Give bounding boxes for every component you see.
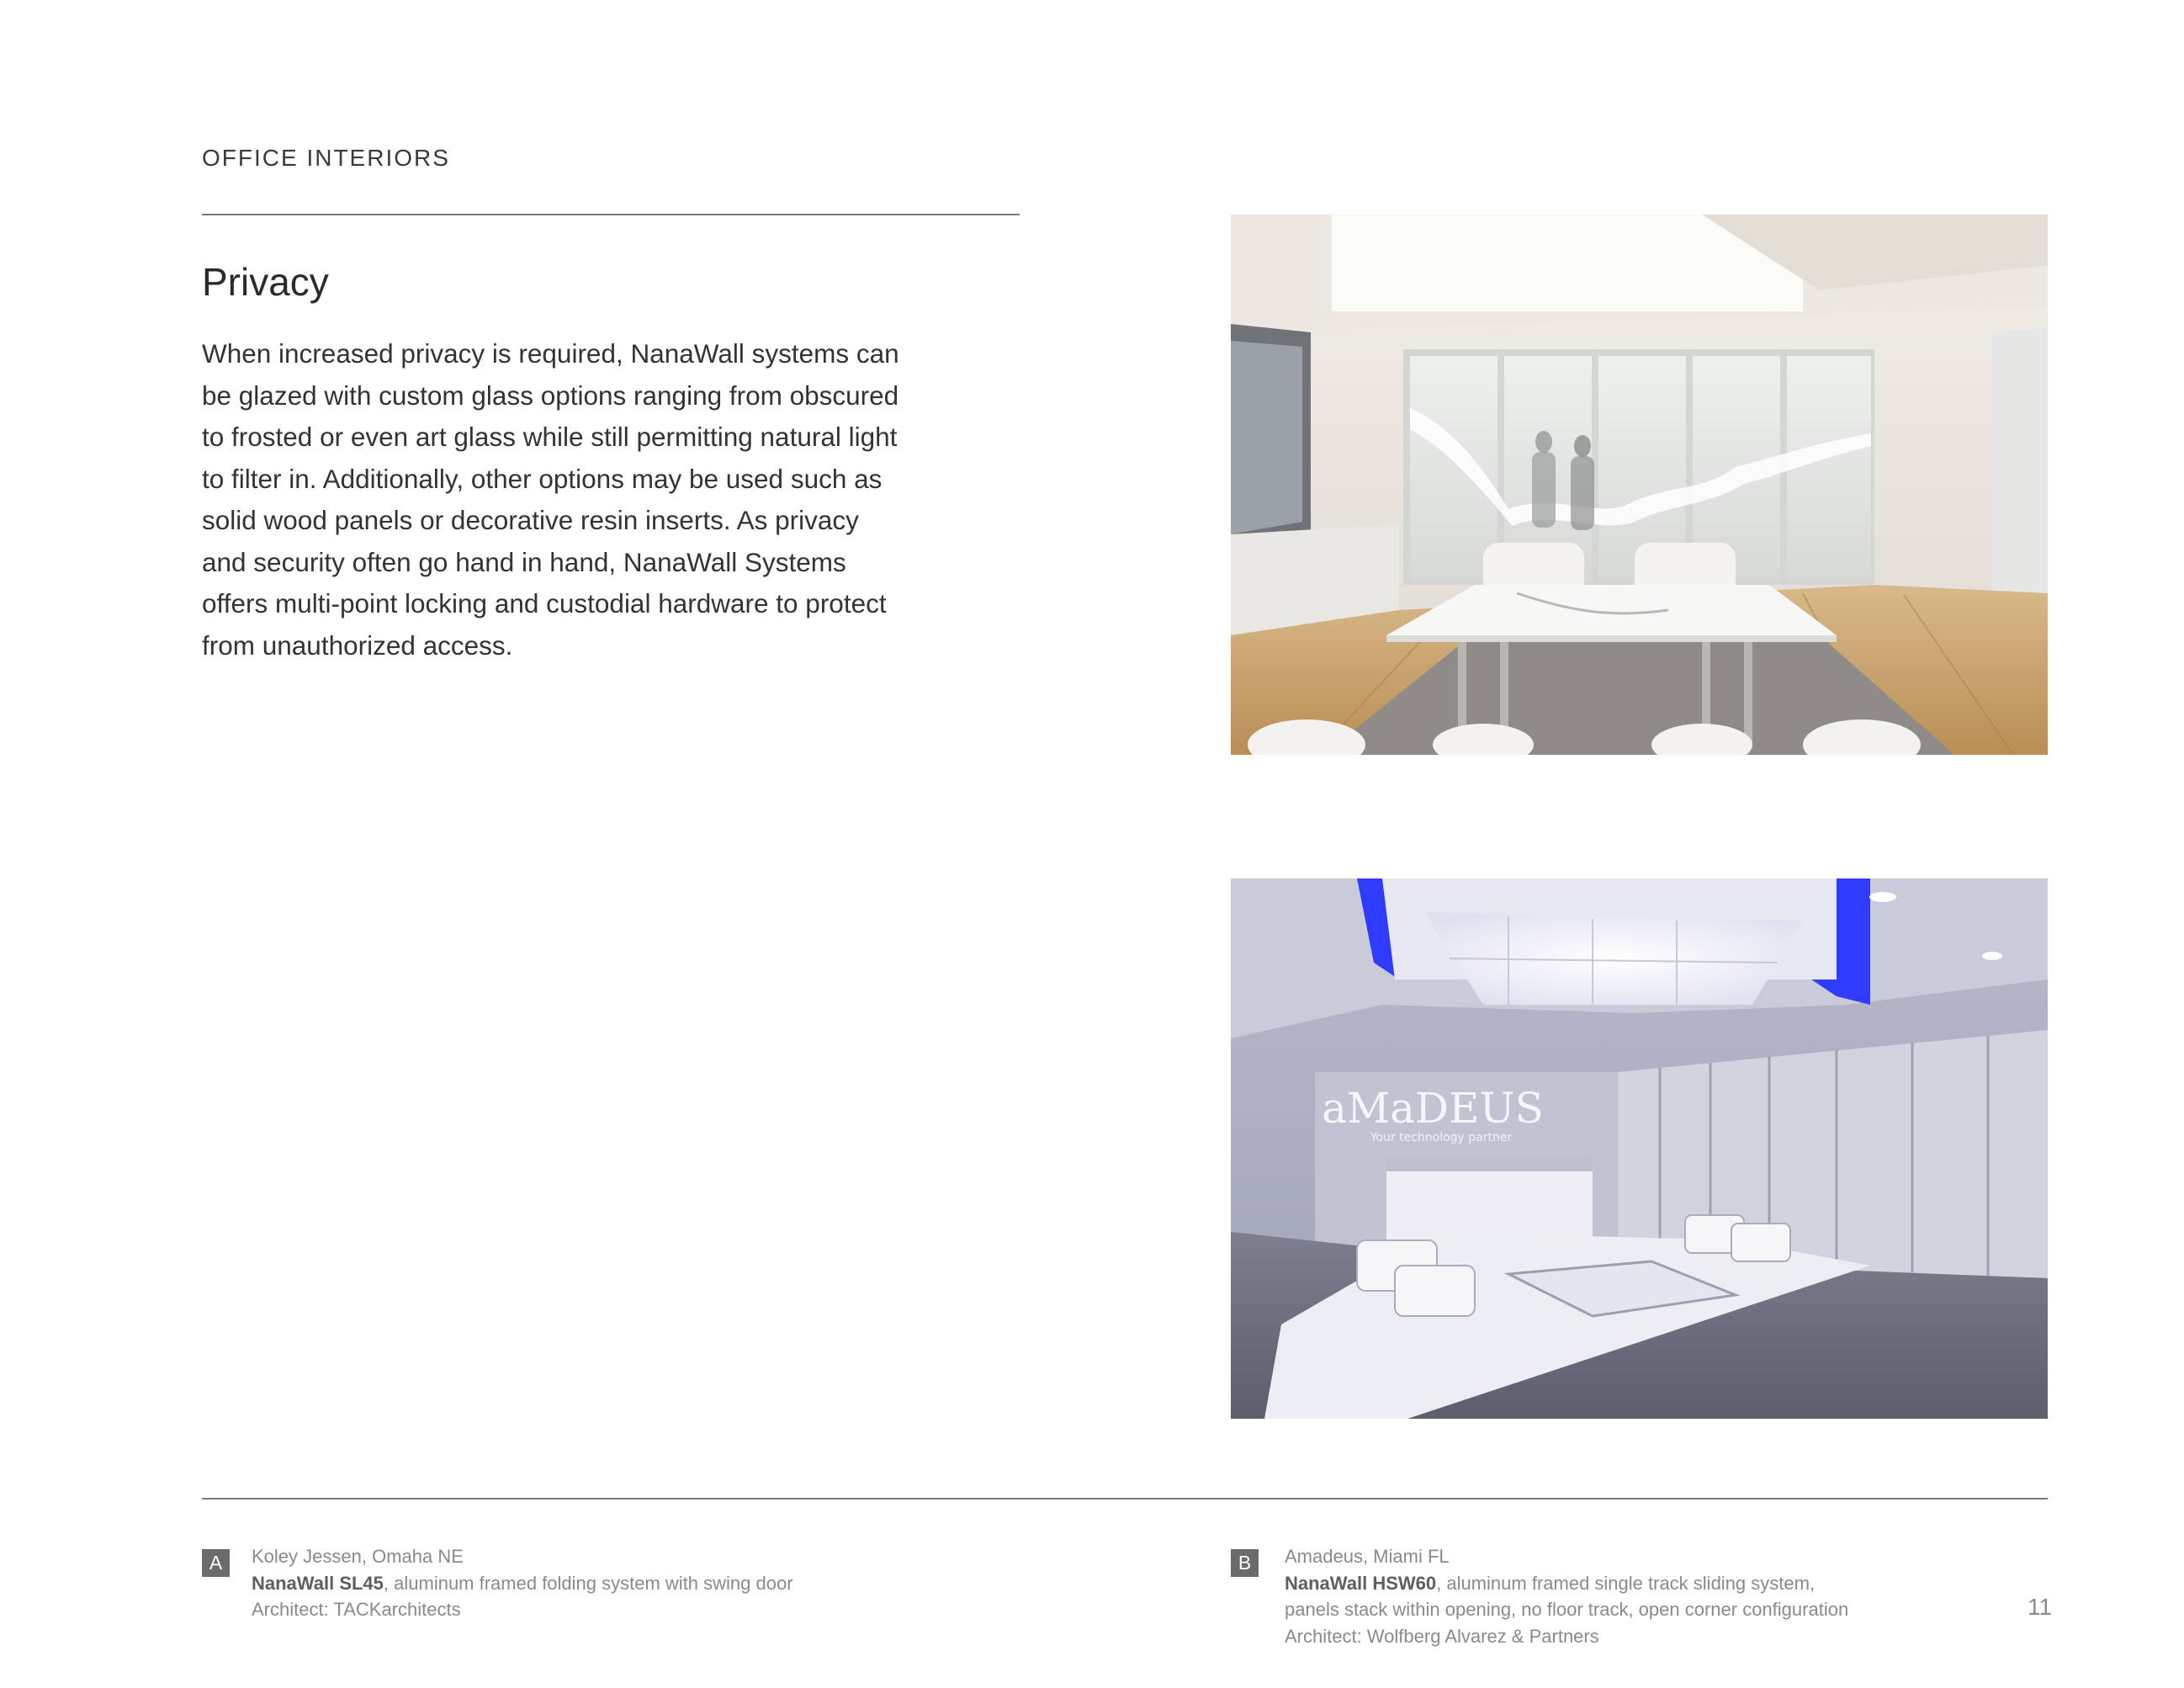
caption-a-architect: Architect: TACKarchitects: [252, 1599, 461, 1620]
caption-b-architect: Architect: Wolfberg Alvarez & Partners: [1285, 1625, 1599, 1647]
amadeus-logo-text: aMaDEUS: [1322, 1084, 1544, 1133]
amadeus-logo-tagline: Your technology partner: [1370, 1131, 1513, 1144]
caption-b-badge: B: [1231, 1549, 1259, 1577]
page-number: 11: [2028, 1594, 2053, 1620]
caption-b-product-line: [1285, 1570, 1848, 1597]
header-divider: [202, 214, 1020, 215]
caption-a: [252, 1543, 793, 1623]
caption-a-location: Koley Jessen, Omaha NE: [252, 1546, 464, 1567]
section-label: OFFICE INTERIORS: [202, 145, 450, 171]
caption-b: [1285, 1543, 1848, 1649]
caption-b-product-desc: , aluminum framed single track sliding system,: [1436, 1572, 1816, 1594]
caption-b-product-name: NanaWall HSW60: [1285, 1572, 1437, 1594]
caption-a-badge: A: [202, 1549, 230, 1577]
photo-b-illustration: [1231, 879, 2048, 1419]
photo-b-lobby: [1231, 879, 2048, 1419]
caption-a-product-line: [252, 1570, 793, 1597]
caption-a-product-desc: , aluminum framed folding system with swing door: [383, 1572, 793, 1594]
photo-a-illustration: [1231, 215, 2048, 755]
body-paragraph: When increased privacy is required, NanaWall systems can be glazed with custom glass options ranging from obscured to frosted or even art glass while still permitting natural light to filter in. Additionally, other options may be used such as solid wood panels or decorative resin inserts. As privacy and security often go hand in hand, NanaWall Systems offers multi-point locking and custodial hardware to protect from unauthorized access.: [202, 338, 899, 661]
caption-a-product-name: NanaWall SL45: [252, 1572, 384, 1594]
page-heading: Privacy: [202, 260, 329, 304]
footer-divider: [202, 1498, 2048, 1500]
photo-a-conference-room: [1231, 215, 2048, 755]
caption-b-location: Amadeus, Miami FL: [1285, 1546, 1450, 1567]
caption-b-product-desc-2: panels stack within opening, no floor track, open corner configuration: [1285, 1599, 1849, 1620]
